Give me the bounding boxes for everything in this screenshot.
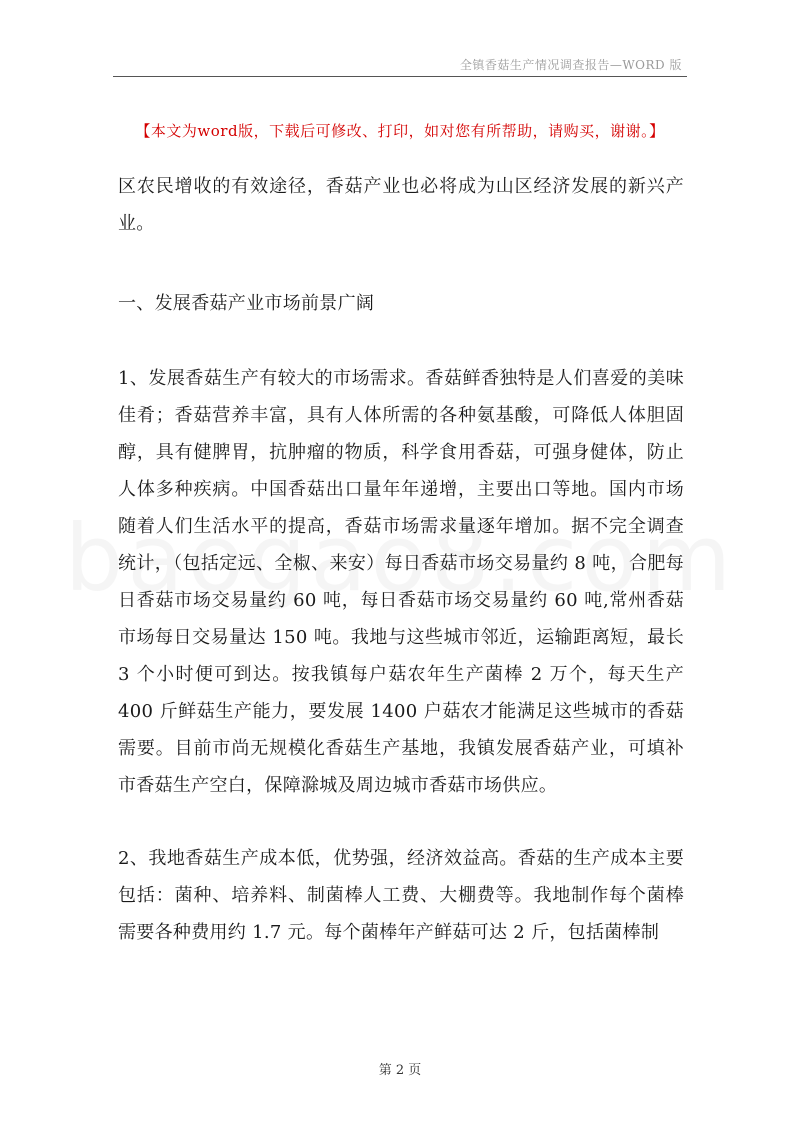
section-heading: 一、发展香菇产业市场前景广阔 bbox=[118, 293, 375, 314]
purchase-notice: 【本文为word版，下载后可修改、打印，如对您有所帮助，请购买，谢谢。】 bbox=[135, 122, 665, 140]
document-body bbox=[118, 168, 684, 951]
intro-paragraph: 区农民增收的有效途径，香菇产业也必将成为山区经济发展的新兴产业。 bbox=[118, 176, 684, 234]
running-header: 全镇香菇生产情况调查报告—WORD 版 bbox=[459, 58, 682, 72]
header-divider bbox=[113, 76, 687, 77]
page-number: 第 2 页 bbox=[378, 1063, 422, 1078]
paragraph-production-cost: 2、我地香菇生产成本低，优势强，经济效益高。香菇的生产成本主要包括：菌种、培养料、制菌棒人工费、大棚费等。我地制作每个菌棒需要各种费用约 1.7 元。每个菌棒年产鲜菇可达 2 斤，包括菌棒制 bbox=[118, 848, 684, 943]
paragraph-market-demand: 1、发展香菇生产有较大的市场需求。香菇鲜香独特是人们喜爱的美味佳肴；香菇营养丰富，具有人体所需的各种氨基酸，可降低人体胆固醇，具有健脾胃，抗肿瘤的物质，科学食用香菇，可强身健体，防止人体多种疾病。中国香菇出口量年年递增，主要出口等地。国内市场随着人们生活水平的提高，香菇市场需求量逐年增加。据不完全调查统计，（包括定远、全椒、来安）每日香菇市场交易量约 8 吨，合肥每日香菇市场交易量约 60 吨，每日香菇市场交易量约 60 吨,常州香菇市场每日交易量达 150 吨。我地与这些城市邻近，运输距离短，最长 3 个小时便可到达。按我镇每户菇农年生产菌棒 2 万个，每天生产 400 斤鲜菇生产能力，要发展 1400 户菇农才能满足这些城市的香菇需要。目前市尚无规模化香菇生产基地，我镇发展香菇产业，可填补市香菇生产空白，保障滁城及周边城市香菇市场供应。 bbox=[118, 368, 684, 796]
